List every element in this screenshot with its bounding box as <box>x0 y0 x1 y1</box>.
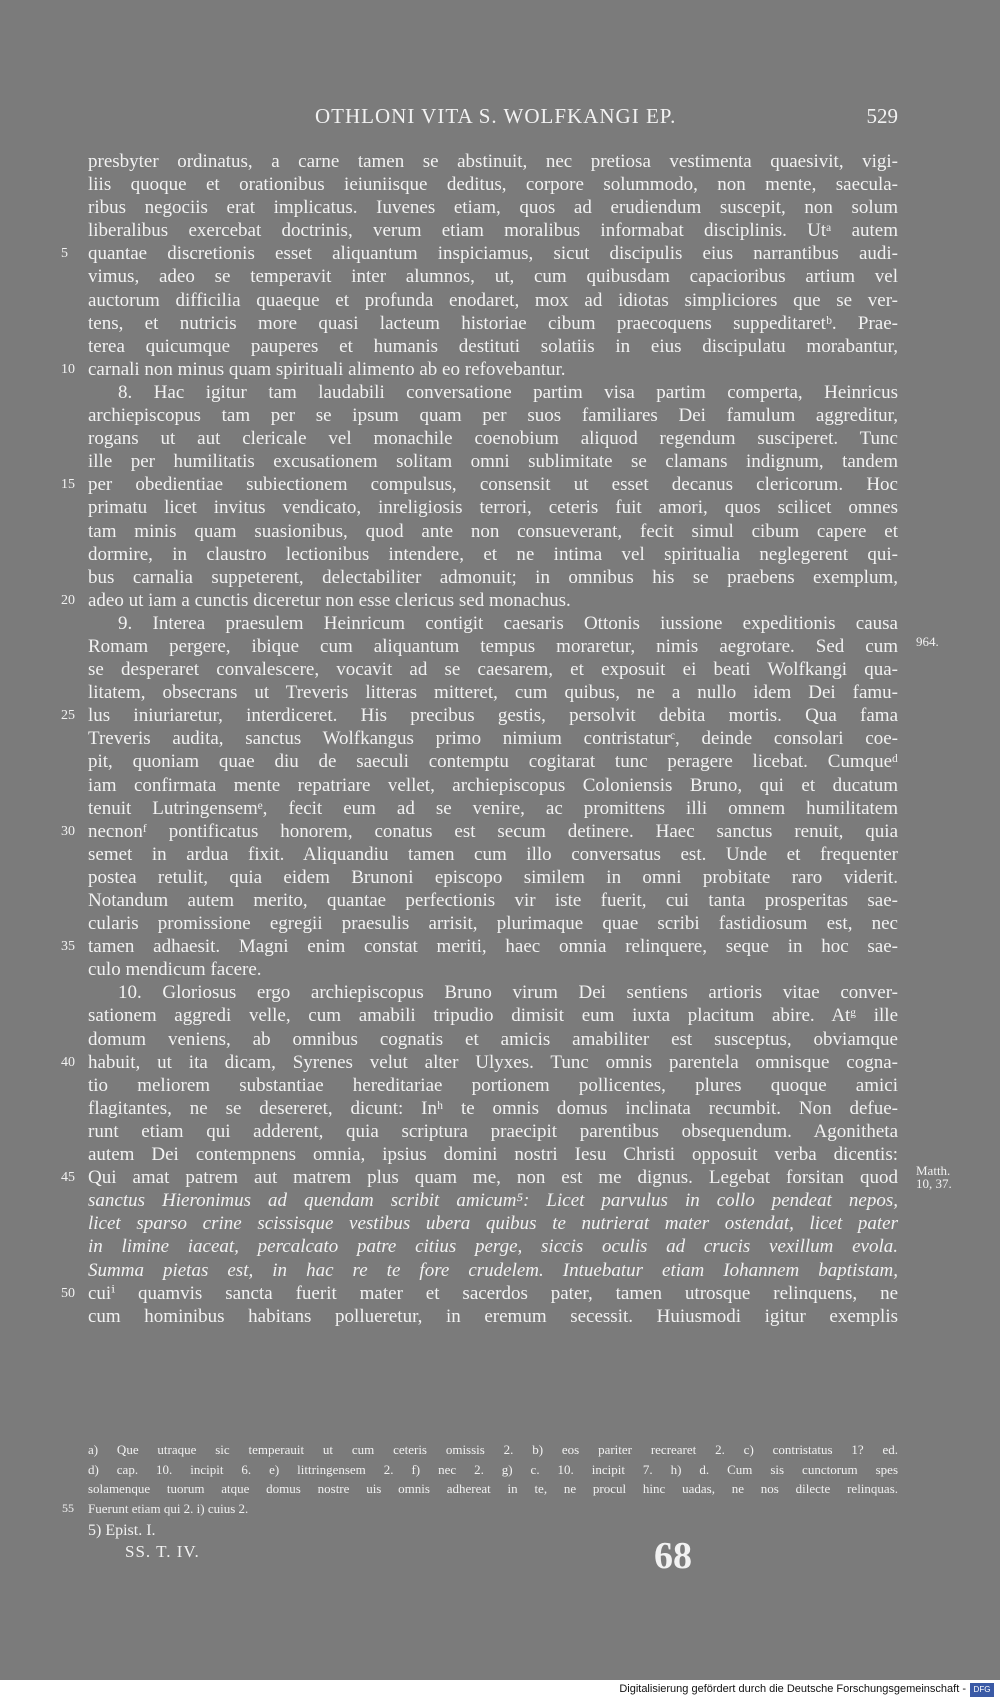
line-text: necnonᶠ pontificatus honorem, conatus est secum detinere. Haec sanctus renuit, quia <box>88 820 898 842</box>
line-text: archiepiscopus tam per se ipsum quam per suos familiares Dei famulum aggreditur, <box>88 405 898 427</box>
line-text: tamen adhaesit. Magni enim constat meriti, haec omnia relinquere, seque in hoc sae- <box>88 936 898 958</box>
line-text: culo mendicum facere. <box>88 959 262 981</box>
line-text: ribus negociis erat implicatus. Iuvenes etiam, quos ad erudiendum suscepit, non solum <box>88 197 898 219</box>
line-text: Summa pietas est, in hac re te fore crudelem. Intuebatur etiam Iohannem baptistam, <box>88 1259 898 1281</box>
footnote-line <box>62 1499 898 1519</box>
footnote-text: d) cap. 10. incipit 6. e) littringensem 2. f) nec 2. g) c. 10. incipit 7. h) d. Cum sis cunctorum spes <box>88 1461 898 1477</box>
line-text: rogans ut aut clericale vel monachile coenobium aliquod regendum susciperet. Tunc <box>88 428 898 450</box>
line-text: dormire, in claustro lectionibus intendere, et ne intima vel spiritualia neglegerent qui- <box>88 543 898 565</box>
line-text: vimus, adeo se temperavit inter alumnos, ut, cum quibusdam capacioribus artium vel <box>88 266 898 288</box>
text-line <box>88 335 898 358</box>
text-line <box>88 1259 898 1282</box>
text-line <box>61 1051 898 1074</box>
running-header <box>90 104 900 134</box>
line-text: flagitantes, ne se desereret, dicunt: Inʰ te omnis domus inclinata recumbit. Non defue- <box>88 1097 898 1119</box>
margin-note-year: 964. <box>916 633 939 649</box>
text-line <box>88 958 898 981</box>
line-text: tenuit Lutringensemᵉ, fecit eum ad se venire, ac promittens illi omnem humilitatem <box>88 797 898 819</box>
text-line <box>88 566 898 589</box>
text-line <box>88 450 898 473</box>
text-line <box>88 265 898 288</box>
text-line <box>61 935 898 958</box>
text-line <box>88 843 898 866</box>
text-line <box>61 1163 952 1192</box>
line-text: cularis promissione egregii praesulis arrisit, plurimaque quae scribi fastidiosum est, nec <box>88 913 898 935</box>
line-number: 40 <box>61 1054 75 1070</box>
text-line <box>88 427 898 450</box>
line-text: terea quicumque pauperes et humanis destituti solatiis in eius discipulatu morabantur, <box>88 335 898 357</box>
text-line <box>61 589 898 612</box>
text-line <box>88 173 898 196</box>
text-line <box>61 358 898 381</box>
footnote-text: a) Que utraque sic temperauit ut cum ceteris omissis 2. b) eos pariter recrearet 2. c) contristatus 1? ed. <box>88 1442 898 1457</box>
line-text: litatem, obsecrans ut Treveris litteras mitteret, cum quibus, ne a nullo idem Dei famu- <box>88 682 898 704</box>
text-line <box>88 404 898 427</box>
line-text: adeo ut iam a cunctis diceretur non esse clericus sed monachus. <box>88 589 571 611</box>
digitization-credit-bar <box>0 1680 1000 1702</box>
text-line <box>88 1074 898 1097</box>
line-text: per obedientiae subiectionem compulsus, consensit ut esset decanus clericorum. Hoc <box>88 474 898 496</box>
line-text: autem Dei contempnens omnia, ipsius domini nostri Iesu Christi opposuit verba dicentis: <box>88 1144 898 1166</box>
text-line <box>88 1189 898 1212</box>
text-line <box>88 612 898 635</box>
page-title: OTHLONI VITA S. WOLFKANGI EP. <box>315 104 677 128</box>
line-text: Qui amat patrem aut matrem plus quam me, non est me dignus. Legebat forsitan quod <box>88 1167 898 1189</box>
text-line <box>88 889 898 912</box>
line-text: licet sparso crine scissisque vestibus ubera quibus te nutrierat mater ostendat, licet pater <box>88 1213 898 1235</box>
text-line <box>88 150 898 173</box>
line-text: in limine iaceat, percalcato patre citius perge, siccis oculis ad crucis vexillum evola. <box>88 1236 898 1258</box>
line-text: primatu licet invitus vendicato, inreligiosis terrori, ceteris fuit amori, quos scilicet omnes <box>88 497 898 519</box>
dfg-logo: DFG <box>970 1683 994 1697</box>
line-number: 25 <box>61 708 75 724</box>
line-text: tio meliorem substantiae hereditariae portionem pollicentes, plures quoque amici <box>88 1074 898 1096</box>
footnote-line <box>88 1440 898 1460</box>
line-number: 45 <box>61 1170 75 1186</box>
line-text: ille per humilitatis excusationem solitam omni sublimitate se clamans indignum, tandem <box>88 451 898 473</box>
line-number: 50 <box>61 1285 75 1301</box>
line-number: 10 <box>61 361 75 377</box>
line-number: 30 <box>61 823 75 839</box>
text-line <box>88 196 898 219</box>
footnote-line <box>88 1460 898 1480</box>
margin-note-matth-ref: 10, 37. <box>916 1176 952 1192</box>
text-line <box>88 1120 898 1143</box>
line-text: lus iniuriaretur, interdiceret. His precibus gestis, persolvit debita mortis. Qua fama <box>88 705 898 727</box>
text-line <box>88 727 898 750</box>
line-text: semet in ardua fixit. Aliquandiu tamen cum illo conversatus est. Unde et frequenter <box>88 843 898 865</box>
line-text: sationem aggredi velle, cum amabili tripudio dimisit eum iuxta placitum abire. Atᵍ ille <box>88 1005 898 1027</box>
line-text: carnali non minus quam spirituali alimento ab eo refovebantur. <box>88 358 566 380</box>
line-text: runt etiam qui adderent, quia scriptura praecipit parentibus obsequendum. Agonitheta <box>88 1120 898 1142</box>
line-text: bus carnalia suppeterent, delectabiliter admonuit; in omnibus his se praebens exemplum, <box>88 566 898 588</box>
line-text: 10. Gloriosus ergo archiepiscopus Bruno virum Dei sentiens artioris vitae conver- <box>118 982 898 1004</box>
text-line <box>88 633 939 658</box>
line-text: cuiⁱ quamvis sancta fuerit mater et sacerdos pater, tamen utrosque relinquens, ne <box>88 1282 898 1304</box>
text-line <box>88 1212 898 1235</box>
text-line <box>61 704 898 727</box>
text-line <box>88 981 898 1004</box>
line-text: se desperaret convalescere, vocavit ad se caesarem, et exposuit ei beati Wolfkangi qua- <box>88 659 898 681</box>
line-text: postea retulit, quia eidem Brunoni episcopo similem in omni probitate raro viderit. <box>88 866 898 888</box>
text-line <box>88 543 898 566</box>
text-line <box>88 797 898 820</box>
text-line <box>88 219 898 242</box>
line-text: liis quoque et orationibus ieiuniisque deditus, corpore solummodo, non mente, saecula- <box>88 174 898 196</box>
text-line <box>88 750 898 773</box>
line-text: tam minis quam suasionibus, quod ante non consueverant, fecit simul cibum capere et <box>88 520 898 542</box>
line-number: 20 <box>61 592 75 608</box>
line-number: 5 <box>61 246 68 262</box>
margin-note-matth: Matth. <box>916 1163 951 1179</box>
line-number: 15 <box>61 477 75 493</box>
text-line <box>61 1282 898 1305</box>
line-number: 35 <box>61 939 75 955</box>
main-text <box>61 150 952 1328</box>
line-text: sanctus Hieronimus ad quendam scribit amicum⁵: Licet parvulus in collo pendeat nepos, <box>88 1190 898 1212</box>
line-text: cum hominibus habitans pollueretur, in eremum secessit. Huiusmodi igitur exemplis <box>88 1305 898 1327</box>
text-line <box>88 1004 898 1027</box>
text-line <box>88 1305 898 1328</box>
text-line <box>88 312 898 335</box>
text-line <box>88 912 898 935</box>
text-line <box>88 866 898 889</box>
line-text: habuit, ut ita dicam, Syrenes velut alter Ulyxes. Tunc omnis parentela omnisque cogna- <box>88 1051 898 1073</box>
footnotes <box>62 1440 898 1518</box>
signature-mark: SS. T. IV. <box>125 1542 200 1561</box>
line-text: tens, et nutricis more quasi lacteum historiae cibum praecoquens suppeditaretᵇ. Prae- <box>88 312 898 334</box>
footnote-line <box>88 1479 898 1499</box>
footnote-line-number: 55 <box>62 1500 74 1515</box>
line-text: iam confirmata mente repatriare vellet, archiepiscopus Coloniensis Bruno, qui et ducatum <box>88 774 898 796</box>
text-line <box>88 1028 898 1051</box>
line-text: 8. Hac igitur tam laudabili conversatione partim visa partim comperta, Heinricus <box>118 381 898 403</box>
line-text: Notandum autem merito, quantae perfectionis vir iste fuerit, cui tanta prosperitas sae- <box>88 890 898 911</box>
credit-text: Digitalisierung gefördert durch die Deutsche Forschungsgemeinschaft - <box>619 1683 966 1695</box>
line-text: auctorum difficilia quaeque et profunda enodaret, mox ad idiotas simpliciores que se ver- <box>88 289 898 311</box>
text-line <box>61 820 898 843</box>
source-reference: 5) Epist. I. <box>88 1522 156 1539</box>
text-line <box>88 681 898 704</box>
text-line <box>88 774 898 797</box>
text-line <box>88 658 898 681</box>
line-text: domum veniens, ab omnibus cognatis et amicis amabiliter est susceptus, obviamque <box>88 1028 898 1050</box>
footnote-text: Fuerunt etiam qui 2. i) cuius 2. <box>88 1500 249 1516</box>
text-line <box>88 381 898 404</box>
line-text: liberalibus exercebat doctrinis, verum etiam moralibus informabat disciplinis. Utᵃ autem <box>88 220 898 242</box>
text-line <box>61 242 898 265</box>
text-line <box>61 473 898 496</box>
text-line <box>88 520 898 543</box>
line-text: presbyter ordinatus, a carne tamen se abstinuit, nec pretiosa vestimenta quaesivit, vigi- <box>88 151 898 172</box>
line-text: Romam pergere, ibique cum aliquantum tempus moraretur, nimis aegrotare. Sed cum <box>88 635 898 657</box>
page-number: 529 <box>866 104 898 128</box>
text-line <box>88 1097 898 1120</box>
text-line <box>88 1235 898 1258</box>
text-line <box>88 496 898 519</box>
line-text: 9. Interea praesulem Heinricum contigit caesaris Ottonis iussione expeditionis causa <box>118 612 898 634</box>
footnote-text: solamenque tuorum atque domus nostre uis omnis adhereat in te, ne procul hinc uadas, ne nos dilecte relinquas. <box>88 1481 898 1496</box>
signature-number: 68 <box>654 1535 692 1577</box>
line-text: pit, quoniam quae diu de saeculi contemptu cogitarat tunc peragere licebat. Cumqueᵈ <box>88 751 898 773</box>
text-line <box>88 1143 898 1166</box>
line-text: Treveris audita, sanctus Wolfkangus primo nimium contristaturᶜ, deinde consolari coe- <box>88 728 898 750</box>
line-text: quantae discretionis esset aliquantum inspiciamus, sicut discipulis eius narrantibus audi- <box>88 243 898 265</box>
text-line <box>88 289 898 312</box>
